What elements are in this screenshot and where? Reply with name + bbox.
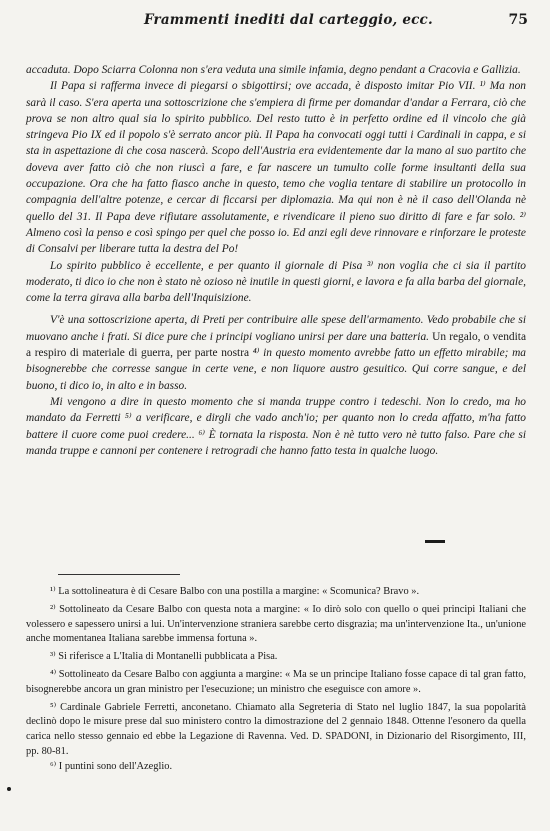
- paragraph-4-italic-a: V'è una sottoscrizione aperta, di Preti per contribuire alle spese dell'armamento. Vedo probabile che si muovano anche i frati. Si dice pure che i principi vogliano unirsi per dare una batteria.: [26, 314, 526, 343]
- end-of-letter-mark: [425, 540, 445, 543]
- footnote-5: ⁵⁾ Cardinale Gabriele Ferretti, anconetano. Chiamato alla Segreteria di Stato nel luglio 1847, la sua popolarità declinò dopo le misure prese dal suo ministero contro la dimostrazione del 2 gennaio 1848. Ottenne l'esonero da quella carica nello stesso gennaio ed ebbe la Legazione di Ravenna. Ved. D. SPADONI, in Dizionario del Risorgimento, III, pp. 80-81.: [26, 701, 526, 757]
- footnote-4: ⁴⁾ Sottolineato da Cesare Balbo con aggiunta a margine: « Ma se un principe Italiano fosse capace di tal gran fatto, bisognerebbe ancora un gran ministro per l'esecuzione; un ministro che eseguisce con amore ».: [26, 668, 526, 695]
- footnote-1: ¹⁾ La sottolineatura è di Cesare Balbo con una postilla a margine: « Scomunica? Bravo ».: [50, 586, 420, 597]
- running-header: [66, 12, 528, 34]
- paragraph-2: Il Papa si rafferma invece di piegarsi o sbigottirsi; ove accada, è disposto imitar Pio VII. ¹⁾ Ma non sarà il caso. S'era aperta una sottoscrizione che s'empiera di firme per domandar d'andar a Ferrara, ciò che prova se non altro qual sia lo spirito pubblico. Del resto tutto è in perfetto ordine ed il vincolo che già stringeva Pio IX ed il popolo s'è serrato ancor più. Il Papa ha convocati oggi tutti i Cardinali in cappa, e si sta in aspettazione di che cosa nascerà. Scopo dell'Austria era evidentemente dar la mano al suo partito che doveva aver fatto ciò che non riuscì a fare, e far nascere un tumulto colle forme insultanti della sua occupazione. Ora che ha fatto fiasco anche in questo, temo che voglia tentare di stabilire un protocollo in compagnia dell'altre potenze, e cercar di ficcarsi per diplomazia. Ma qui non è nè il caso dell'Olanda nè quello del 31. Il Papa deve rifiutare assolutamente, e rivendicare il pieno suo diritto di fare e far solo. ²⁾ Almeno così la penso e così spingo per quel che posso io. Ed anzi egli deve rinnovare e rinforzare le proteste di Consalvi per liberare tutta la destra del Po!: [26, 80, 526, 256]
- letter-body: [26, 62, 526, 459]
- stray-ink-mark: [7, 787, 11, 791]
- paragraph-1: accaduta. Dopo Sciarra Colonna non s'era veduta una simile infamia, degno pendant a Cracovia e Gallizia.: [26, 64, 521, 76]
- footnote-3: ³⁾ Si riferisce a L'Italia di Montanelli pubblicata a Pisa.: [50, 651, 278, 663]
- footnote-6: ⁶⁾ I puntini sono dell'Azeglio.: [50, 760, 173, 772]
- page-number: 75: [508, 12, 528, 28]
- paragraph-5: Mi vengono a dire in questo momento che si manda truppe contro i tedeschi. Non lo credo, ma ho mandato da Ferretti ⁵⁾ a verificare, e dirgli che vado anch'io; per quanto non lo creda affatto, m'ha fatto battere il cuore come puoi credere... ⁶⁾ È tornata la risposta. Non è nè tutto vero nè tutto falso. Pare che si manda truppe e cannoni per contenere i retrogradi che hanno fatto testa in qualche luogo.: [26, 395, 526, 457]
- footnote-rule: [58, 574, 180, 575]
- paragraph-4-roman: Un regalo, o vendita a respiro di materiale di guerra, per parte nostra: [26, 330, 526, 360]
- paragraph-4-italic-b: ⁴⁾ in questo momento avrebbe fatto un effetto mirabile; ma bisognerebbe che corresse sangue in certe vene, e non liquore austro gesuitico. Qui corre sangue, e del buono, ti dico io, in alto e in basso.: [26, 347, 526, 392]
- running-title: Frammenti inediti dal carteggio, ecc.: [144, 12, 433, 28]
- paragraph-4: [26, 312, 526, 393]
- footnote-2: ²⁾ Sottolineato da Cesare Balbo con questa nota a margine: « Io dirò solo con quello o quei principi Italiani che volessero e sapessero unirsi a lui. Un'intervenzione straniera sarebbe certo disgrazia; ma un'intervenzione Ita., un'unione anche momentanea Italiana sarebbe immensa fortuna ».: [26, 603, 526, 645]
- footnotes: [26, 585, 526, 778]
- paragraph-3: Lo spirito pubblico è eccellente, e per quanto il giornale di Pisa ³⁾ non voglia che ci sia il partito moderato, ti dico io che non è stato nè ozioso nè inutile in questi giorni, e lavora e fa alla barba del giornale, come la terra girava alla barba dell'Inquisizione.: [26, 259, 526, 305]
